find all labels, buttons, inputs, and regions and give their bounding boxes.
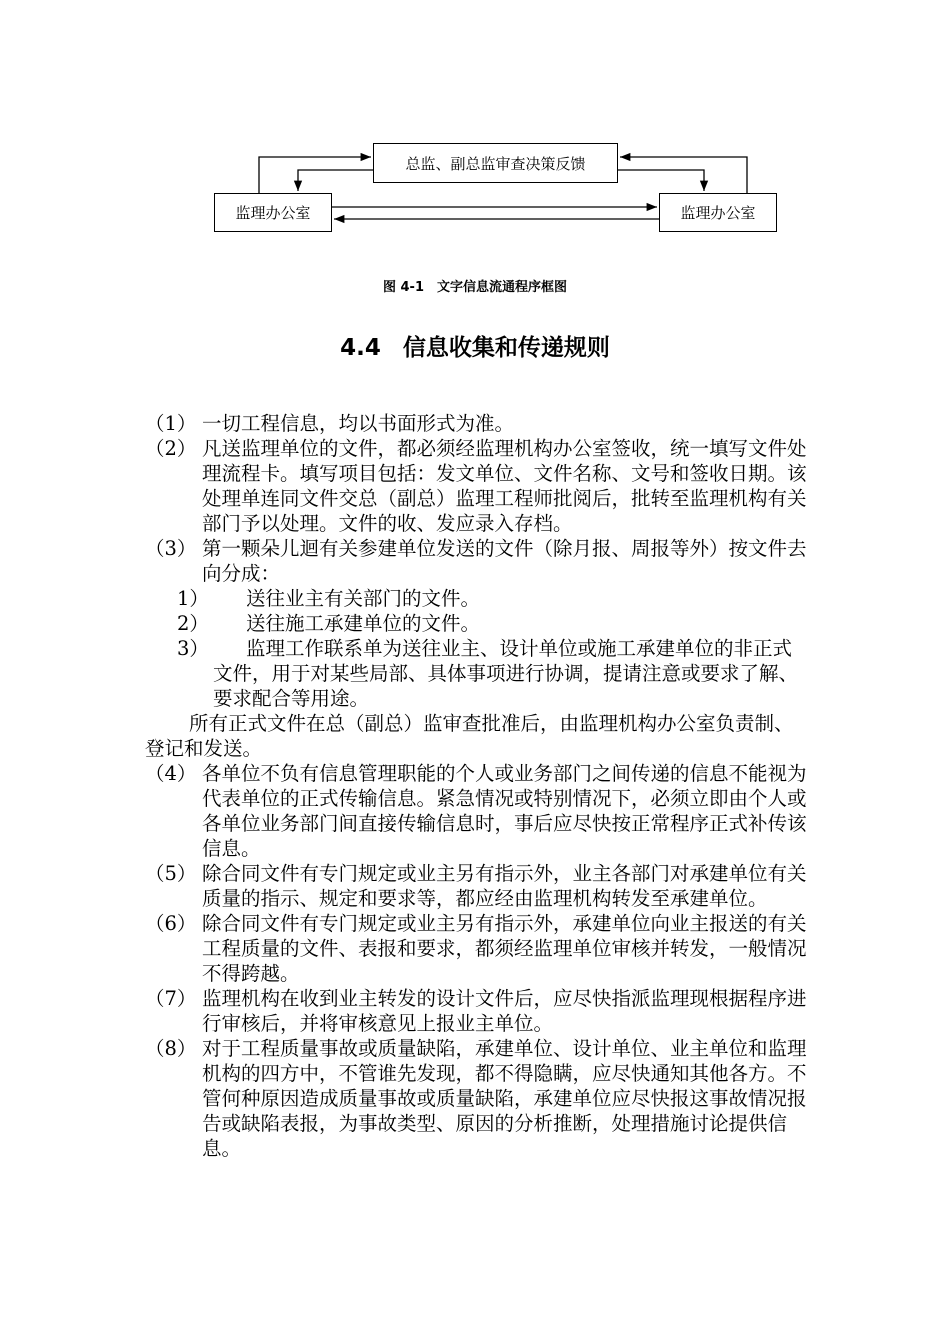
list-item xyxy=(145,436,810,536)
item-number: （8） xyxy=(145,1037,197,1060)
item-number: （6） xyxy=(145,912,197,935)
sub-item-text: 送往业主有关部门的文件。 xyxy=(246,587,481,610)
item-text: 对于工程质量事故或质量缺陷，承建单位、设计单位、业主单位和监理机构的四方中，不管谁先发现，都不得隐瞒，应尽快通知其他各方。不管何种原因造成质量事故或质量缺陷，承建单位应尽快报这事故情况报告或缺陷表报，为事故类型、原因的分析推断，处理措施讨论提供信息。 xyxy=(202,1037,807,1160)
list-item xyxy=(145,411,810,436)
item-number: （4） xyxy=(145,762,197,785)
flow-diagram xyxy=(0,0,950,260)
item-number: （3） xyxy=(145,537,197,560)
item-number: （1） xyxy=(145,412,197,435)
sub-item-number: 2） xyxy=(177,612,209,635)
section-title: 信息收集和传递规则 xyxy=(402,335,610,361)
item-text: 各单位不负有信息管理职能的个人或业务部门之间传递的信息不能视为代表单位的正式传输信息。紧急情况或特别情况下，必须立即由个人或各单位业务部门间直接传输信息时，事后应尽快按正常程序正式补传该信息。 xyxy=(202,762,807,860)
list-item xyxy=(145,761,810,861)
sub-list-item xyxy=(145,611,810,636)
sub-list-item xyxy=(145,636,810,711)
item-text: 监理机构在收到业主转发的设计文件后，应尽快指派监理现根据程序进行审核后，并将审核意见上报业主单位。 xyxy=(202,987,807,1035)
list-item xyxy=(145,536,810,586)
document-body xyxy=(145,411,810,1161)
sub-item-text: 监理工作联系单为送往业主、设计单位或施工承建单位的非正式文件，用于对某些局部、具体事项进行协调，提请注意或要求了解、要求配合等用途。 xyxy=(213,637,799,710)
list-item xyxy=(145,861,810,911)
body-paragraph: 所有正式文件在总（副总）监审查批准后，由监理机构办公室负责制、登记和发送。 xyxy=(145,712,794,760)
item-text: 第一颗朵儿迴有关参建单位发送的文件（除月报、周报等外）按文件去向分成： xyxy=(202,537,807,585)
section-heading xyxy=(0,329,950,362)
sub-list-item xyxy=(145,586,810,611)
decision-box: 总监、副总监审查决策反馈 xyxy=(373,143,618,183)
office-box-right: 监理办公室 xyxy=(659,193,777,232)
arrow-right-to-top xyxy=(620,157,747,193)
item-number: （2） xyxy=(145,437,197,460)
item-text: 除合同文件有专门规定或业主另有指示外，承建单位向业主报送的有关工程质量的文件、表报和要求，都须经监理单位审核并转发，一般情况不得跨越。 xyxy=(202,912,807,985)
list-item xyxy=(145,911,810,986)
flow-arrows xyxy=(0,0,950,260)
item-text: 凡送监理单位的文件，都必须经监理机构办公室签收，统一填写文件处理流程卡。填写项目包括：发文单位、文件名称、文号和签收日期。该处理单连同文件交总（副总）监理工程师批阅后，批转至监理机构有关部门予以处理。文件的收、发应录入存档。 xyxy=(202,437,807,535)
arrow-top-to-right xyxy=(618,170,704,191)
office-box-left: 监理办公室 xyxy=(214,193,332,232)
sub-item-number: 3） xyxy=(177,637,209,660)
item-number: （5） xyxy=(145,862,197,885)
sub-item-number: 1） xyxy=(177,587,209,610)
list-item xyxy=(145,986,810,1036)
item-text: 一切工程信息，均以书面形式为准。 xyxy=(202,412,515,435)
arrow-top-to-left xyxy=(298,170,373,191)
item-text: 除合同文件有专门规定或业主另有指示外，业主各部门对承建单位有关质量的指示、规定和要求等，都应经由监理机构转发至承建单位。 xyxy=(202,862,807,910)
arrow-left-to-top xyxy=(259,157,371,193)
figure-caption: 图 4-1 文字信息流通程序框图 xyxy=(382,280,567,295)
list-item xyxy=(145,1036,810,1161)
sub-item-text: 送往施工承建单位的文件。 xyxy=(246,612,481,635)
section-number: 4.4 xyxy=(340,335,381,361)
item-number: （7） xyxy=(145,987,197,1010)
